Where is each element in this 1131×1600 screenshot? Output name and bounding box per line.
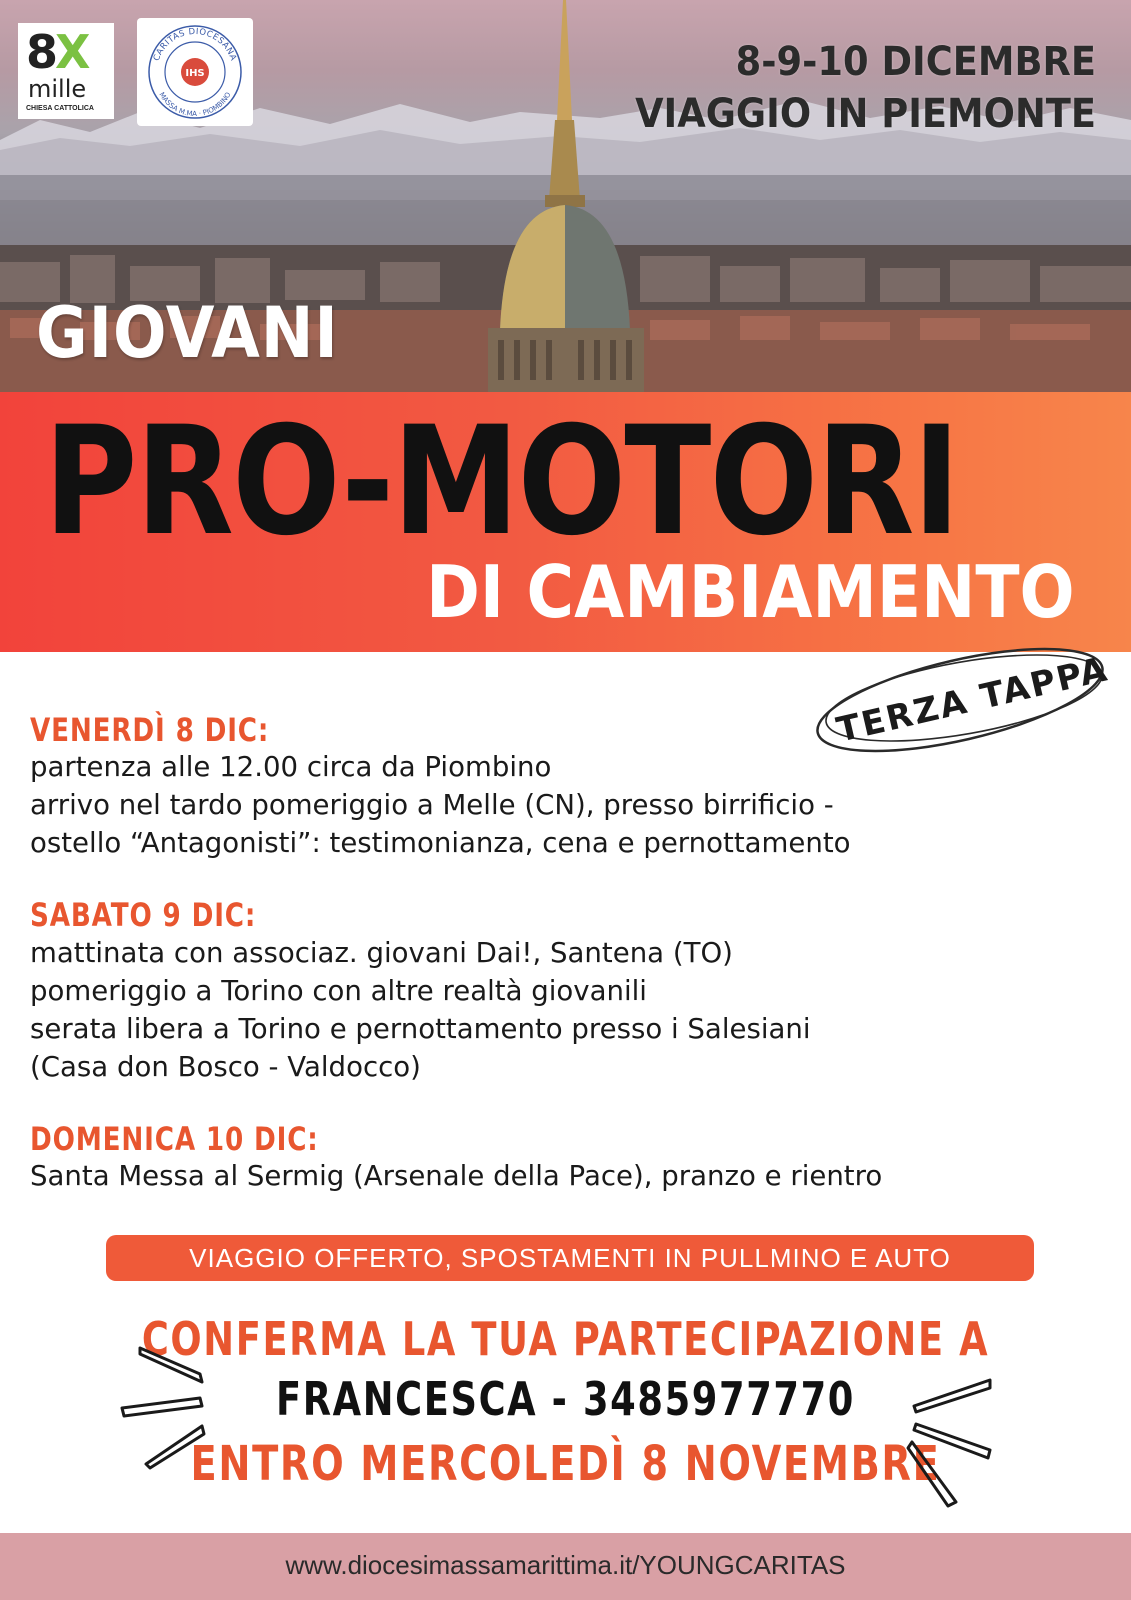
programme-line: Santa Messa al Sermig (Arsenale della Pace), pranzo e rientro <box>30 1159 883 1192</box>
travel-notice-badge <box>106 1235 1034 1281</box>
contact-name-phone: FRANCESCA - 3485977770 <box>275 1372 856 1426</box>
day-heading-saturday: SABATO 9 DIC: <box>30 896 257 934</box>
right-burst-icon <box>900 1372 1000 1512</box>
event-dates: 8-9-10 DICEMBRE <box>735 39 1096 85</box>
8x1000-logo-mille: mille <box>28 75 87 103</box>
footer-bar <box>0 1533 1131 1600</box>
programme-line: (Casa don Bosco - Valdocco) <box>30 1050 421 1083</box>
svg-text:CARITAS DIOCESANA: CARITAS DIOCESANA <box>151 26 239 63</box>
programme-line: pomeriggio a Torino con altre realtà giovanili <box>30 974 647 1007</box>
main-subtitle: DI CAMBIAMENTO <box>426 550 1075 634</box>
confirm-deadline: ENTRO MERCOLEDÌ 8 NOVEMBRE <box>190 1436 941 1492</box>
giovani-heading: GIOVANI <box>36 292 339 374</box>
confirm-heading: CONFERMA LA TUA PARTECIPAZIONE A <box>141 1312 990 1366</box>
caritas-seal-icon <box>137 18 253 126</box>
main-title: PRO-MOTORI <box>44 395 959 569</box>
event-destination: VIAGGIO IN PIEMONTE <box>635 91 1096 137</box>
event-dates-heading <box>635 36 1096 140</box>
programme-line: mattinata con associaz. giovani Dai!, Santena (TO) <box>30 936 733 969</box>
caritas-diocesana-logo <box>137 18 253 126</box>
travel-notice-text: VIAGGIO OFFERTO, SPOSTAMENTI IN PULLMINO E AUTO <box>189 1243 951 1273</box>
day-heading-sunday: DOMENICA 10 DIC: <box>30 1120 319 1158</box>
svg-text:MASSA M.MA · PIOMBINO: MASSA M.MA · PIOMBINO <box>157 90 233 119</box>
programme-line: partenza alle 12.00 circa da Piombino <box>30 750 552 783</box>
8x1000-logo-subtitle: CHIESA CATTOLICA <box>26 105 94 112</box>
day-heading-friday: VENERDÌ 8 DIC: <box>30 711 270 749</box>
hero-image-turin-skyline <box>0 0 1131 392</box>
programme-line: arrivo nel tardo pomeriggio a Melle (CN), presso birrificio - <box>30 788 834 821</box>
svg-text:IHS: IHS <box>185 68 205 79</box>
programme-line: serata libera a Torino e pernottamento presso i Salesiani <box>30 1012 811 1045</box>
left-burst-icon <box>118 1340 218 1470</box>
8x1000-logo-x: X <box>55 25 88 79</box>
programme-line: ostello “Antagonisti”: testimonianza, cena e pernottamento <box>30 826 851 859</box>
terza-tappa-stamp <box>808 640 1128 760</box>
8x1000-logo <box>18 23 114 119</box>
terza-tappa-label: TERZA TAPPA <box>833 649 1113 751</box>
website-link[interactable]: www.diocesimassamarittima.it/YOUNGCARITAS <box>285 1550 846 1580</box>
8x1000-logo-number: 8 <box>26 25 56 79</box>
